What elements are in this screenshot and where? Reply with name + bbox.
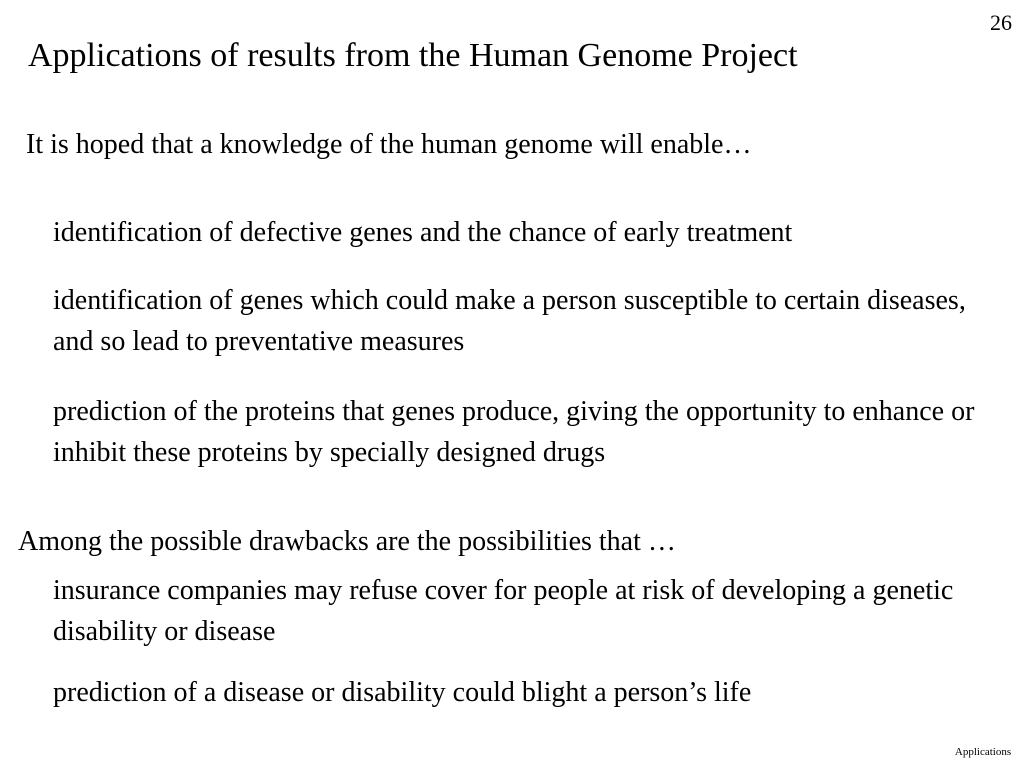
drawback-item: prediction of a disease or disability could blight a person’s life [53,677,752,708]
slide-number: 26 [990,10,1012,35]
benefit-item: prediction of the proteins that genes produce, giving the opportunity to enhance or inhibit these proteins by specially designed drugs [53,396,975,468]
drawback-item: insurance companies may refuse cover for people at risk of developing a genetic disability or disease [53,575,954,647]
benefit-item: identification of defective genes and the chance of early treatment [53,217,793,248]
benefit-item: identification of genes which could make a person susceptible to certain diseases, and so lead to preventative measures [53,285,966,357]
slide-title: Applications of results from the Human Genome Project [28,37,798,74]
drawbacks-intro: Among the possible drawbacks are the possibilities that … [18,526,676,557]
footer-label: Applications [954,746,1012,758]
benefits-intro: It is hoped that a knowledge of the human genome will enable… [26,129,752,160]
